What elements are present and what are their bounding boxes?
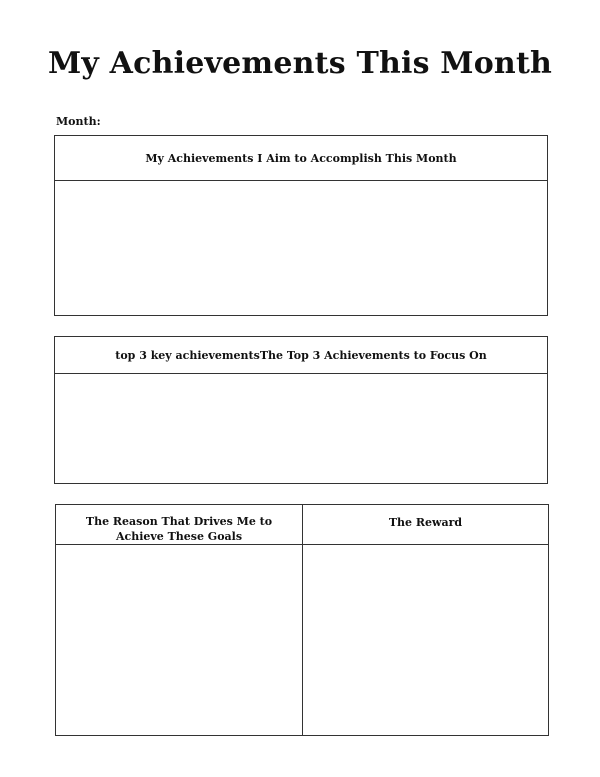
month-label: Month: [56, 115, 101, 128]
goals-section [54, 135, 548, 316]
top-achievements-writing-area[interactable] [55, 374, 547, 483]
page-title: My Achievements This Month [47, 46, 553, 81]
reason-writing-area[interactable] [56, 545, 302, 735]
top-achievements-section [54, 336, 548, 484]
reason-reward-table [55, 504, 549, 736]
top-achievements-section-header: top 3 key achievementsThe Top 3 Achievements to Focus On [55, 337, 547, 374]
reward-writing-area[interactable] [303, 545, 548, 735]
reward-column [303, 505, 548, 735]
reward-column-header: The Reward [303, 505, 548, 545]
reason-column [56, 505, 303, 735]
goals-section-header: My Achievements I Aim to Accomplish This Month [55, 136, 547, 181]
reason-column-header: The Reason That Drives Me to Achieve These Goals [56, 505, 302, 545]
goals-writing-area[interactable] [55, 181, 547, 315]
